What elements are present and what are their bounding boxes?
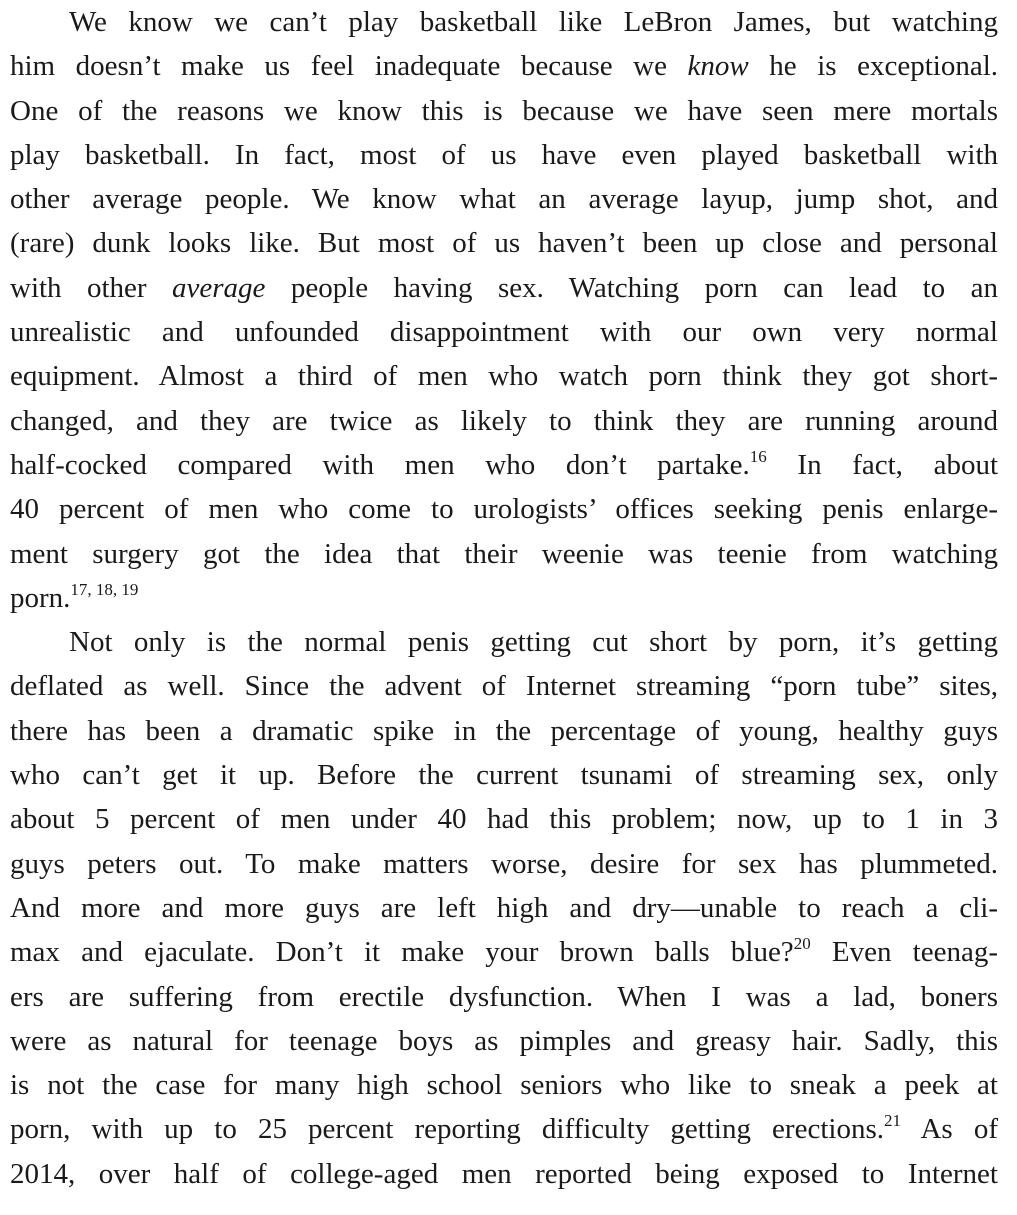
text-segment: were as natural for teenage boys as pimples and greasy hair. Sadly, this <box>10 1024 998 1057</box>
text-line <box>10 797 998 841</box>
text-segment: 40 percent of men who come to urologists’ offices seeking penis enlarge- <box>10 493 998 526</box>
text-line <box>10 620 998 664</box>
document-page <box>10 0 998 1196</box>
footnote-reference: 21 <box>883 1111 901 1131</box>
body-text <box>10 0 998 1196</box>
text-line <box>10 1152 998 1196</box>
text-line <box>10 709 998 753</box>
text-line <box>10 1063 998 1107</box>
text-line <box>10 443 998 487</box>
text-segment: people having sex. Watching porn can lead to an <box>265 271 998 304</box>
text-segment: play basketball. In fact, most of us have even played basketball with <box>10 138 998 171</box>
text-segment: who can’t get it up. Before the current tsunami of streaming sex, only <box>10 759 998 792</box>
text-segment: Even teenag- <box>810 936 998 969</box>
text-segment: And more and more guys are left high and dry—unable to reach a cli- <box>10 891 998 924</box>
footnote-reference: 16 <box>749 446 767 466</box>
text-line <box>10 266 998 310</box>
text-line <box>10 177 998 221</box>
text-segment: there has been a dramatic spike in the percentage of young, healthy guys <box>10 714 998 747</box>
text-segment: unrealistic and unfounded disappointment with our own very normal <box>10 316 998 349</box>
text-segment: One of the reasons we know this is because we have seen mere mortals <box>10 94 998 127</box>
text-line <box>10 0 998 44</box>
text-line <box>10 532 998 576</box>
text-line <box>10 1107 998 1151</box>
text-line <box>10 399 998 443</box>
emphasis-text: know <box>687 50 749 83</box>
text-segment: ers are suffering from erectile dysfunction. When I was a lad, boners <box>10 980 998 1013</box>
text-line <box>10 1019 998 1063</box>
text-segment: max and ejaculate. Don’t it make your brown balls blue? <box>10 936 794 969</box>
text-segment: As of <box>900 1113 998 1146</box>
text-segment: other average people. We know what an average layup, jump shot, and <box>10 183 998 216</box>
text-segment: We know we can’t play basketball like LeBron James, but watching <box>69 6 998 38</box>
text-segment: with other <box>10 271 173 304</box>
text-line <box>10 133 998 177</box>
text-segment: he is exceptional. <box>748 50 998 83</box>
text-line <box>10 930 998 974</box>
text-line <box>10 975 998 1019</box>
text-segment: (rare) dunk looks like. But most of us haven’t been up close and personal <box>10 227 998 260</box>
text-segment: is not the case for many high school seniors who like to sneak a peek at <box>10 1069 998 1102</box>
text-line <box>10 487 998 531</box>
text-line <box>10 753 998 797</box>
text-line <box>10 664 998 708</box>
text-segment: In fact, about <box>766 448 998 481</box>
text-segment: equipment. Almost a third of men who watch porn think they got short- <box>10 360 998 393</box>
text-segment: about 5 percent of men under 40 had this problem; now, up to 1 in 3 <box>10 803 998 836</box>
text-line <box>10 89 998 133</box>
text-line <box>10 886 998 930</box>
text-segment: 2014, over half of college-aged men reported being exposed to Internet <box>10 1157 998 1190</box>
text-segment: him doesn’t make us feel inadequate because we <box>10 50 688 83</box>
text-segment: guys peters out. To make matters worse, desire for sex has plummeted. <box>10 847 998 880</box>
footnote-reference: 17, 18, 19 <box>70 579 139 599</box>
text-segment: deflated as well. Since the advent of Internet streaming “porn tube” sites, <box>10 670 998 703</box>
text-segment: Not only is the normal penis getting cut short by porn, it’s getting <box>69 626 998 659</box>
footnote-reference: 20 <box>793 934 811 954</box>
emphasis-text: average <box>172 271 266 304</box>
text-line <box>10 44 998 88</box>
text-segment: porn. <box>10 581 71 614</box>
text-segment: changed, and they are twice as likely to think they are running around <box>10 404 998 437</box>
text-line <box>10 221 998 265</box>
text-segment: porn, with up to 25 percent reporting difficulty getting erections. <box>10 1113 884 1146</box>
text-line <box>10 310 998 354</box>
text-segment: half-cocked compared with men who don’t partake. <box>10 448 750 481</box>
text-segment: ment surgery got the idea that their weenie was teenie from watching <box>10 537 998 570</box>
text-line <box>10 354 998 398</box>
text-line <box>10 842 998 886</box>
text-line <box>10 576 998 620</box>
